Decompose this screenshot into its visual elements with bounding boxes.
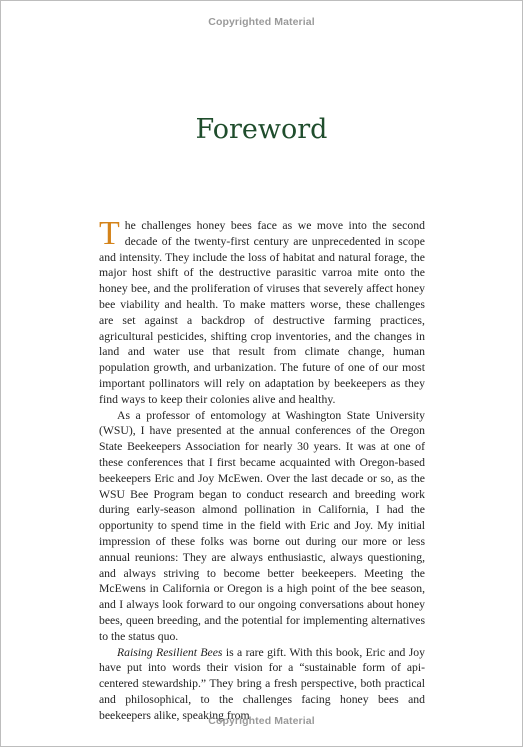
paragraph-1-text: he challenges honey bees face as we move into the second decade of the twenty-first century are unprecedented in scope and intensity. They include the loss of habitat and natural forage, the major host shift of the destructive parasitic varroa mite onto the honey bee, and the proliferation of viruses that severely affect honey bee viability and health. To make matters worse, these challenges are set against a backdrop of destructive farming practices, agricultural pesticides, shifting crop inventories, and the changes in land and water use that result from climate change, human population growth, and urbanization. The future of one of our most important pollinators will rely on adaptation by beekeepers as they find ways to keep their colonies alive and healthy.	[99, 219, 425, 406]
book-title-italic: Raising Resilient Bees	[117, 645, 223, 659]
copyright-watermark-top: Copyrighted Material	[208, 16, 315, 28]
foreword-body	[99, 215, 425, 724]
paragraph-1	[99, 215, 425, 408]
paragraph-2: As a professor of entomology at Washington State University (WSU), I have presented at the annual conferences of the Oregon State Beekeepers Association for nearly 30 years. It was at one of these conferences that I first became acquainted with Oregon-based beekeepers Eric and Joy McEwen. Over the last decade or so, as the WSU Bee Program began to conduct research and breeding work during early-season almond pollination in California, I had the opportunity to spend time in the field with Eric and Joy. My initial impression of these folks was borne out during our more or less annual reunions: They are always enthusiastic, always questioning, and always striving to become better beekeepers. Meeting the McEwens in California or Oregon is a high point of the bee season, and I always look forward to our ongoing conversations about honey bees, queen breeding, and the potential for implementing alternatives to the status quo.	[99, 408, 425, 643]
paragraph-3-text: is a rare gift. With this book, Eric and Joy have put into words their vision for a “sustainable form of api-centered stewardship.” They bring a fresh perspective, both practical and philosophical, to the challenges facing honey bees and beekeepers alike, speaking from	[99, 645, 425, 722]
paragraph-3	[99, 645, 425, 724]
copyright-watermark-bottom: Copyrighted Material	[208, 715, 315, 727]
chapter-title: Foreword	[195, 114, 328, 145]
drop-cap: T	[99, 215, 120, 252]
